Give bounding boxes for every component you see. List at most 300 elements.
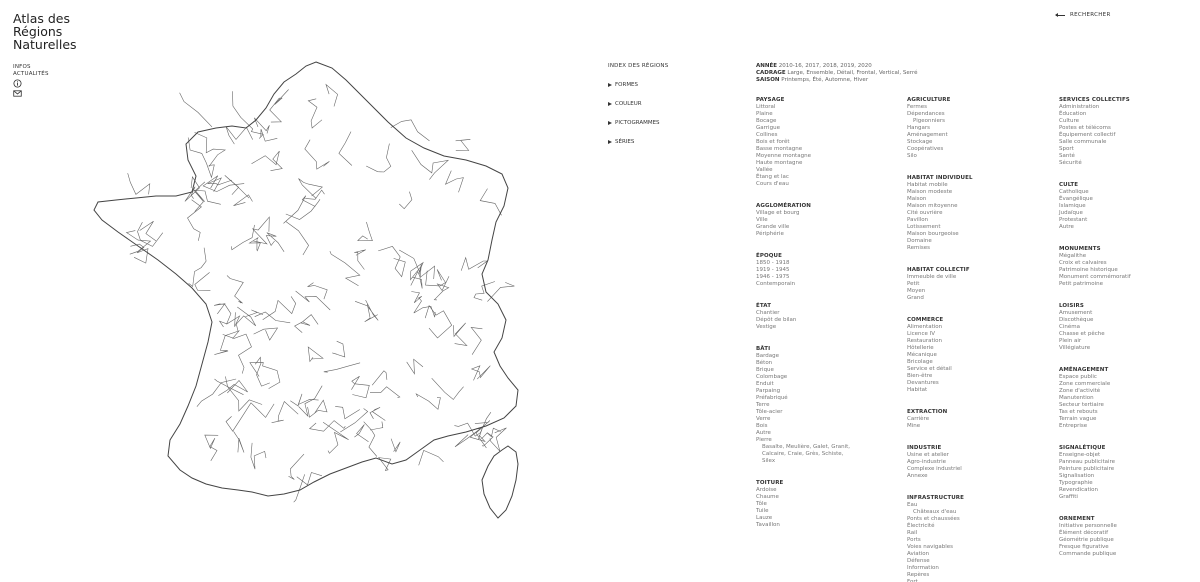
region-boundary[interactable] — [214, 304, 231, 325]
category-item[interactable]: Pigeonniers — [913, 118, 945, 124]
category-item[interactable]: Alimentation — [907, 324, 943, 330]
category-item[interactable]: Salle communale — [1059, 139, 1107, 145]
category-heading[interactable]: AMÉNAGEMENT — [1059, 367, 1109, 373]
region-boundary[interactable] — [364, 422, 377, 457]
region-boundary[interactable] — [194, 190, 221, 211]
region-boundary[interactable] — [332, 341, 345, 357]
category-heading[interactable]: SIGNALÉTIQUE — [1059, 445, 1106, 451]
category-item[interactable]: Panneau publicitaire — [1059, 459, 1116, 465]
category-item[interactable]: Mégalithe — [1059, 253, 1087, 259]
category-item[interactable]: Licence IV — [907, 331, 936, 337]
region-boundary[interactable] — [128, 173, 150, 194]
region-boundary[interactable] — [195, 182, 205, 202]
category-item[interactable]: Catholique — [1059, 189, 1089, 195]
category-item[interactable]: Vestige — [756, 324, 777, 330]
category-item[interactable]: Fort — [907, 579, 918, 582]
category-item[interactable]: Signalisation — [1059, 473, 1095, 479]
index-item-series[interactable] — [608, 139, 668, 145]
category-heading[interactable]: SERVICES COLLECTIFS — [1059, 97, 1130, 103]
category-item[interactable]: Moyen — [907, 288, 926, 294]
category-item[interactable]: Terrain vague — [1059, 416, 1097, 422]
region-boundary[interactable] — [419, 450, 444, 465]
category-item[interactable]: Maison — [907, 196, 927, 202]
category-subitem[interactable]: Calcaire, Craie, Grès, Schiste, — [762, 451, 844, 457]
region-boundary[interactable] — [299, 386, 323, 416]
filter-cadrage-values[interactable]: Large, Ensemble, Détail, Frontal, Vertical, Serré — [787, 70, 918, 76]
region-boundary[interactable] — [411, 292, 422, 303]
category-item[interactable]: Patrimoine historique — [1059, 267, 1118, 273]
france-map-svg[interactable] — [88, 60, 533, 525]
category-item[interactable]: Parpaing — [756, 388, 781, 394]
region-boundary[interactable] — [461, 258, 487, 271]
index-item-label: PICTOGRAMMES — [615, 120, 660, 126]
region-boundary[interactable] — [270, 90, 289, 123]
category-item[interactable]: Silo — [907, 153, 917, 159]
category-item[interactable]: Immeuble de ville — [907, 274, 957, 280]
category-item[interactable]: Haute montagne — [756, 160, 803, 166]
category-item[interactable]: Périphérie — [756, 231, 784, 237]
category-heading[interactable]: ÉTAT — [756, 303, 772, 309]
region-boundary[interactable] — [255, 357, 270, 386]
category-item[interactable]: Petit — [907, 281, 920, 287]
category-block — [1059, 515, 1199, 558]
category-item[interactable]: Ponts et chaussées — [907, 516, 960, 522]
category-item[interactable]: Chasse et pêche — [1059, 331, 1105, 337]
category-item[interactable]: Maison modeste — [907, 189, 953, 195]
region-boundary[interactable] — [227, 276, 243, 304]
filter-annee-values[interactable]: 2010-16, 2017, 2018, 2019, 2020 — [778, 63, 872, 69]
region-boundary[interactable] — [188, 200, 202, 241]
category-item[interactable]: Service et détail — [907, 366, 952, 372]
region-boundary[interactable] — [138, 222, 163, 246]
region-boundary[interactable] — [195, 132, 226, 166]
category-item[interactable]: Enseigne-objet — [1059, 452, 1101, 458]
category-item[interactable]: Annexe — [907, 473, 928, 479]
region-boundary[interactable] — [365, 304, 378, 322]
category-item[interactable]: Voies navigables — [907, 544, 953, 550]
category-item[interactable]: Littoral — [756, 104, 776, 110]
region-boundary[interactable] — [261, 129, 278, 141]
category-item[interactable]: Carrière — [907, 416, 930, 422]
category-item[interactable]: Chantier — [756, 310, 780, 316]
category-item[interactable]: Graffiti — [1059, 494, 1078, 500]
category-item[interactable]: Manutention — [1059, 395, 1094, 401]
category-item[interactable]: Tôle — [756, 501, 767, 507]
category-item[interactable]: Amusement — [1059, 310, 1093, 316]
category-item[interactable]: Tavaillon — [756, 522, 780, 528]
category-item[interactable]: Domaine — [907, 238, 932, 244]
category-heading[interactable]: MONUMENTS — [1059, 246, 1101, 252]
category-item[interactable]: Repères — [907, 572, 930, 578]
category-item[interactable]: Espace public — [1059, 374, 1097, 380]
category-item[interactable]: Autre — [756, 430, 771, 436]
nav-infos-link[interactable]: INFOS — [13, 64, 31, 70]
region-boundary[interactable] — [226, 127, 253, 145]
filter-saison-values[interactable]: Printemps, Été, Automne, Hiver — [781, 77, 869, 83]
region-boundary[interactable] — [251, 443, 266, 469]
category-item[interactable]: Postes et télécoms — [1059, 125, 1111, 131]
region-boundary[interactable] — [233, 91, 264, 138]
index-item-couleur[interactable] — [608, 101, 668, 107]
region-boundary[interactable] — [308, 400, 327, 417]
region-boundary[interactable] — [326, 85, 338, 107]
category-item[interactable]: Autre — [1059, 224, 1074, 230]
region-boundary[interactable] — [471, 327, 482, 354]
category-item[interactable]: Typographie — [1059, 480, 1093, 486]
region-boundary[interactable] — [411, 266, 435, 285]
category-item[interactable]: Aménagement — [907, 132, 948, 138]
category-item[interactable]: Stockage — [907, 139, 933, 145]
region-boundary[interactable] — [480, 189, 501, 216]
region-boundary[interactable] — [231, 225, 254, 250]
category-item[interactable]: Enduit — [756, 381, 774, 387]
region-boundary[interactable] — [487, 282, 514, 301]
category-item[interactable]: Grand — [907, 295, 924, 301]
category-item[interactable]: Habitat — [907, 387, 928, 393]
region-boundary[interactable] — [305, 190, 324, 199]
region-boundary[interactable] — [391, 439, 400, 452]
category-item[interactable]: Tôle-acier — [756, 409, 783, 415]
category-item[interactable]: Secteur tertiaire — [1059, 402, 1104, 408]
category-item[interactable]: 1946 - 1975 — [756, 274, 790, 280]
region-boundary[interactable] — [407, 359, 423, 374]
category-item[interactable]: Plein air — [1059, 338, 1082, 344]
index-title[interactable]: INDEX DES RÉGIONS — [608, 63, 669, 69]
region-boundary[interactable] — [372, 371, 387, 385]
category-subitem[interactable]: Silex — [762, 458, 776, 464]
category-heading[interactable]: TOITURE — [756, 480, 784, 486]
index-item-pictogrammes[interactable] — [608, 120, 668, 126]
category-block — [1059, 302, 1199, 352]
category-heading[interactable]: HABITAT COLLECTIF — [907, 267, 970, 273]
category-item[interactable]: Entreprise — [1059, 423, 1088, 429]
region-boundary[interactable] — [214, 331, 239, 355]
triangle-right-icon — [608, 102, 612, 106]
category-item[interactable]: Initiative personnelle — [1059, 523, 1117, 529]
category-item[interactable]: Bois et forêt — [756, 139, 790, 145]
category-item[interactable]: Sport — [1059, 146, 1074, 152]
category-item[interactable]: Village et bourg — [756, 210, 800, 216]
category-item[interactable]: Villégiature — [1059, 345, 1091, 351]
category-item[interactable]: Protestant — [1059, 217, 1088, 223]
category-item[interactable]: Mécanique — [907, 352, 937, 358]
category-item[interactable]: Bien-être — [907, 373, 933, 379]
category-item[interactable]: Culture — [1059, 118, 1080, 124]
region-boundary[interactable] — [399, 192, 412, 209]
category-item[interactable]: Monument commémoratif — [1059, 274, 1131, 280]
region-boundary[interactable] — [416, 394, 440, 409]
category-block — [907, 96, 1047, 160]
category-item[interactable]: Basse montagne — [756, 146, 803, 152]
map-regions-group[interactable] — [127, 85, 515, 503]
region-boundary[interactable] — [351, 376, 369, 398]
filter-cadrage — [756, 70, 917, 77]
corsica-outline — [482, 446, 518, 518]
category-block — [907, 408, 1047, 430]
region-boundary[interactable] — [266, 233, 284, 252]
category-item[interactable]: Géométrie publique — [1059, 537, 1114, 543]
category-item[interactable]: Hôtellerie — [907, 345, 934, 351]
category-item[interactable]: Électricité — [907, 523, 935, 529]
category-heading[interactable]: ÉPOQUE — [756, 253, 782, 259]
region-boundary[interactable] — [234, 195, 253, 206]
category-item[interactable]: Ardoise — [756, 487, 777, 493]
region-boundary[interactable] — [225, 376, 262, 411]
category-item[interactable]: Équipement collectif — [1059, 132, 1116, 138]
category-block — [1059, 245, 1199, 288]
region-boundary[interactable] — [272, 402, 299, 423]
category-item[interactable]: Aviation — [907, 551, 930, 557]
search-button[interactable] — [1056, 12, 1111, 18]
category-heading[interactable]: PAYSAGE — [756, 97, 785, 103]
category-heading[interactable]: AGGLOMÉRATION — [756, 203, 811, 209]
category-block — [756, 302, 896, 331]
category-item[interactable]: Plaine — [756, 111, 773, 117]
category-item[interactable]: Bricolage — [907, 359, 933, 365]
category-item[interactable]: Terre — [756, 402, 770, 408]
category-item[interactable]: Chaume — [756, 494, 779, 500]
category-item[interactable]: Contemporain — [756, 281, 796, 287]
category-item[interactable]: Éducation — [1059, 111, 1087, 117]
region-boundary[interactable] — [475, 421, 490, 448]
category-item[interactable]: Administration — [1059, 104, 1100, 110]
region-boundary[interactable] — [370, 422, 383, 431]
category-item[interactable]: Bardage — [756, 353, 780, 359]
region-boundary[interactable] — [432, 378, 464, 399]
mail-icon[interactable] — [13, 89, 22, 98]
region-boundary[interactable] — [472, 366, 491, 381]
region-boundary[interactable] — [253, 217, 270, 244]
region-boundary[interactable] — [245, 310, 263, 317]
nav-icons — [13, 79, 49, 98]
category-item[interactable]: Discothèque — [1059, 317, 1094, 323]
category-item[interactable]: Tas et rebouts — [1059, 409, 1098, 415]
category-heading[interactable]: ORNEMENT — [1059, 516, 1095, 522]
category-heading[interactable]: EXTRACTION — [907, 409, 948, 415]
region-boundary[interactable] — [366, 144, 391, 172]
region-boundary[interactable] — [225, 175, 249, 198]
category-item[interactable]: Commande publique — [1059, 551, 1117, 557]
category-item[interactable]: Coopératives — [907, 146, 944, 152]
region-boundary[interactable] — [308, 99, 322, 128]
category-heading[interactable]: HABITAT INDIVIDUEL — [907, 175, 973, 181]
index-item-formes[interactable] — [608, 82, 668, 88]
index-item-label: SÉRIES — [615, 139, 635, 145]
category-item[interactable]: Châteaux d'eau — [913, 509, 957, 515]
france-regions-map[interactable] — [88, 60, 533, 525]
category-item[interactable]: Évangélique — [1059, 196, 1093, 202]
region-boundary[interactable] — [425, 306, 452, 338]
region-boundary[interactable] — [324, 363, 360, 372]
category-item[interactable]: Usine et atelier — [907, 452, 949, 458]
region-boundary[interactable] — [188, 138, 214, 178]
photo-filters — [756, 63, 917, 84]
category-item[interactable]: Habitat mobile — [907, 182, 948, 188]
arrow-left-icon — [1056, 15, 1065, 16]
category-heading[interactable]: LOISIRS — [1059, 303, 1084, 309]
category-block — [756, 345, 896, 465]
category-item[interactable]: Devantures — [907, 380, 939, 386]
category-block — [756, 202, 896, 238]
category-item[interactable]: Béton — [756, 360, 773, 366]
info-icon[interactable] — [13, 79, 22, 88]
region-boundary[interactable] — [195, 272, 211, 290]
category-item[interactable]: Cinéma — [1059, 324, 1080, 330]
region-boundary[interactable] — [140, 221, 156, 241]
region-boundary[interactable] — [205, 435, 218, 461]
category-item[interactable]: Sécurité — [1059, 160, 1082, 166]
region-boundary[interactable] — [305, 140, 330, 169]
category-item[interactable]: Mine — [907, 423, 921, 429]
region-boundary[interactable] — [223, 334, 252, 374]
category-item[interactable]: Fermes — [907, 104, 928, 110]
category-item[interactable]: Judaïque — [1059, 210, 1083, 216]
category-item[interactable]: Pierre — [756, 437, 772, 443]
category-block — [1059, 366, 1199, 430]
category-item[interactable]: Ports — [907, 537, 921, 543]
category-item[interactable]: Islamique — [1059, 203, 1086, 209]
category-block — [1059, 444, 1199, 501]
category-heading[interactable]: AGRICULTURE — [907, 97, 951, 103]
region-boundary[interactable] — [226, 403, 274, 431]
category-item[interactable]: Colombage — [756, 374, 788, 380]
index-item-label: COULEUR — [615, 101, 642, 107]
category-subitem[interactable]: Basalte, Meulière, Galet, Granit, — [762, 444, 851, 450]
category-item[interactable]: Pavillon — [907, 217, 929, 223]
region-boundary[interactable] — [453, 323, 466, 346]
category-item[interactable]: Croix et calvaires — [1059, 260, 1107, 266]
region-boundary[interactable] — [308, 347, 323, 362]
category-item[interactable]: Complexe industriel — [907, 466, 962, 472]
category-item[interactable]: Ville — [756, 217, 768, 223]
france-outline — [94, 62, 518, 496]
category-item[interactable]: Zone commerciale — [1059, 381, 1111, 387]
region-boundary[interactable] — [339, 132, 352, 166]
category-item[interactable]: Bocage — [756, 118, 777, 124]
region-boundary[interactable] — [250, 238, 261, 252]
region-boundary[interactable] — [295, 315, 319, 333]
category-column-3 — [1059, 96, 1199, 572]
region-boundary[interactable] — [354, 250, 366, 270]
site-title[interactable] — [13, 12, 77, 51]
category-item[interactable]: Information — [907, 565, 939, 571]
category-item[interactable]: Maison mitoyenne — [907, 203, 958, 209]
category-block — [756, 252, 896, 288]
region-boundary[interactable] — [370, 407, 385, 420]
category-item[interactable]: Moyenne montagne — [756, 153, 811, 159]
region-boundary[interactable] — [252, 151, 283, 171]
category-item[interactable]: Verre — [756, 416, 771, 422]
category-item[interactable]: Rail — [907, 530, 918, 536]
category-item[interactable]: Fresque figurative — [1059, 544, 1109, 550]
region-boundary[interactable] — [254, 328, 278, 340]
category-item[interactable]: Hangars — [907, 125, 930, 131]
category-item[interactable]: Étang et lac — [756, 174, 789, 180]
region-boundary[interactable] — [310, 421, 346, 432]
region-boundary[interactable] — [355, 300, 378, 320]
region-boundary[interactable] — [180, 93, 212, 127]
category-item[interactable]: Agro-industrie — [907, 459, 947, 465]
category-item[interactable]: Zone d'activité — [1059, 388, 1101, 394]
category-item[interactable]: Eau — [907, 502, 918, 508]
region-boundary[interactable] — [330, 251, 360, 286]
region-boundary[interactable] — [335, 406, 360, 418]
region-boundary[interactable] — [426, 269, 446, 286]
region-boundary[interactable] — [296, 291, 331, 310]
category-item[interactable]: Cité ouvrière — [907, 210, 943, 216]
region-boundary[interactable] — [370, 387, 400, 398]
category-heading[interactable]: CULTE — [1059, 182, 1079, 188]
region-boundary[interactable] — [286, 222, 309, 255]
category-item[interactable]: Collines — [756, 132, 778, 138]
category-item[interactable]: Revendication — [1059, 487, 1099, 493]
category-item[interactable]: 1850 - 1918 — [756, 260, 790, 266]
category-item[interactable]: Cours d'eau — [756, 181, 789, 187]
region-boundary[interactable] — [446, 171, 464, 193]
region-boundary[interactable] — [358, 222, 373, 241]
nav-actualites-link[interactable]: ACTUALITÉS — [13, 71, 49, 77]
category-item[interactable]: Élément décoratif — [1059, 530, 1109, 536]
region-boundary[interactable] — [197, 379, 236, 407]
category-heading[interactable]: INFRASTRUCTURE — [907, 495, 964, 501]
region-boundary[interactable] — [189, 248, 207, 287]
category-item[interactable]: 1919 - 1945 — [756, 267, 790, 273]
region-boundary[interactable] — [434, 276, 449, 300]
category-item[interactable]: Lotissement — [907, 224, 941, 230]
category-heading[interactable]: INDUSTRIE — [907, 445, 942, 451]
category-item[interactable]: Vallée — [756, 167, 773, 173]
category-item[interactable]: Maison bourgeoise — [907, 231, 959, 237]
category-item[interactable]: Brique — [756, 367, 774, 373]
category-item[interactable]: Petit patrimoine — [1059, 281, 1104, 287]
category-item[interactable]: Lauze — [756, 515, 773, 521]
category-item[interactable]: Restauration — [907, 338, 943, 344]
category-item[interactable]: Tuile — [756, 508, 769, 514]
region-boundary[interactable] — [340, 409, 367, 433]
region-boundary[interactable] — [215, 379, 244, 395]
region-boundary[interactable] — [234, 431, 245, 452]
index-item-label: FORMES — [615, 82, 639, 88]
region-boundary[interactable] — [299, 179, 323, 199]
category-heading[interactable]: COMMERCE — [907, 317, 944, 323]
region-boundary[interactable] — [290, 394, 318, 406]
category-block — [907, 494, 1047, 582]
category-item[interactable]: Grande ville — [756, 224, 790, 230]
category-item[interactable]: Garrigue — [756, 125, 780, 131]
region-boundary[interactable] — [391, 120, 430, 141]
region-boundary[interactable] — [412, 150, 448, 179]
category-item[interactable]: Défense — [907, 558, 930, 564]
category-heading[interactable]: BÂTI — [756, 346, 771, 352]
category-item[interactable]: Dépendances — [907, 111, 945, 117]
region-boundary[interactable] — [289, 454, 305, 479]
category-item[interactable]: Bois — [756, 423, 768, 429]
region-boundary[interactable] — [456, 139, 471, 150]
region-boundary[interactable] — [414, 298, 435, 317]
filter-saison — [756, 77, 917, 84]
category-block — [1059, 181, 1199, 231]
category-item[interactable]: Préfabriqué — [756, 395, 788, 401]
triangle-right-icon — [608, 83, 612, 87]
triangle-right-icon — [608, 140, 612, 144]
region-boundary[interactable] — [297, 473, 322, 485]
category-item[interactable]: Santé — [1059, 153, 1075, 159]
category-item[interactable]: Peinture publicitaire — [1059, 466, 1115, 472]
category-item[interactable]: Remises — [907, 245, 930, 251]
region-boundary[interactable] — [354, 425, 368, 442]
region-boundary[interactable] — [263, 296, 296, 319]
category-item[interactable]: Dépôt de bilan — [756, 317, 797, 323]
